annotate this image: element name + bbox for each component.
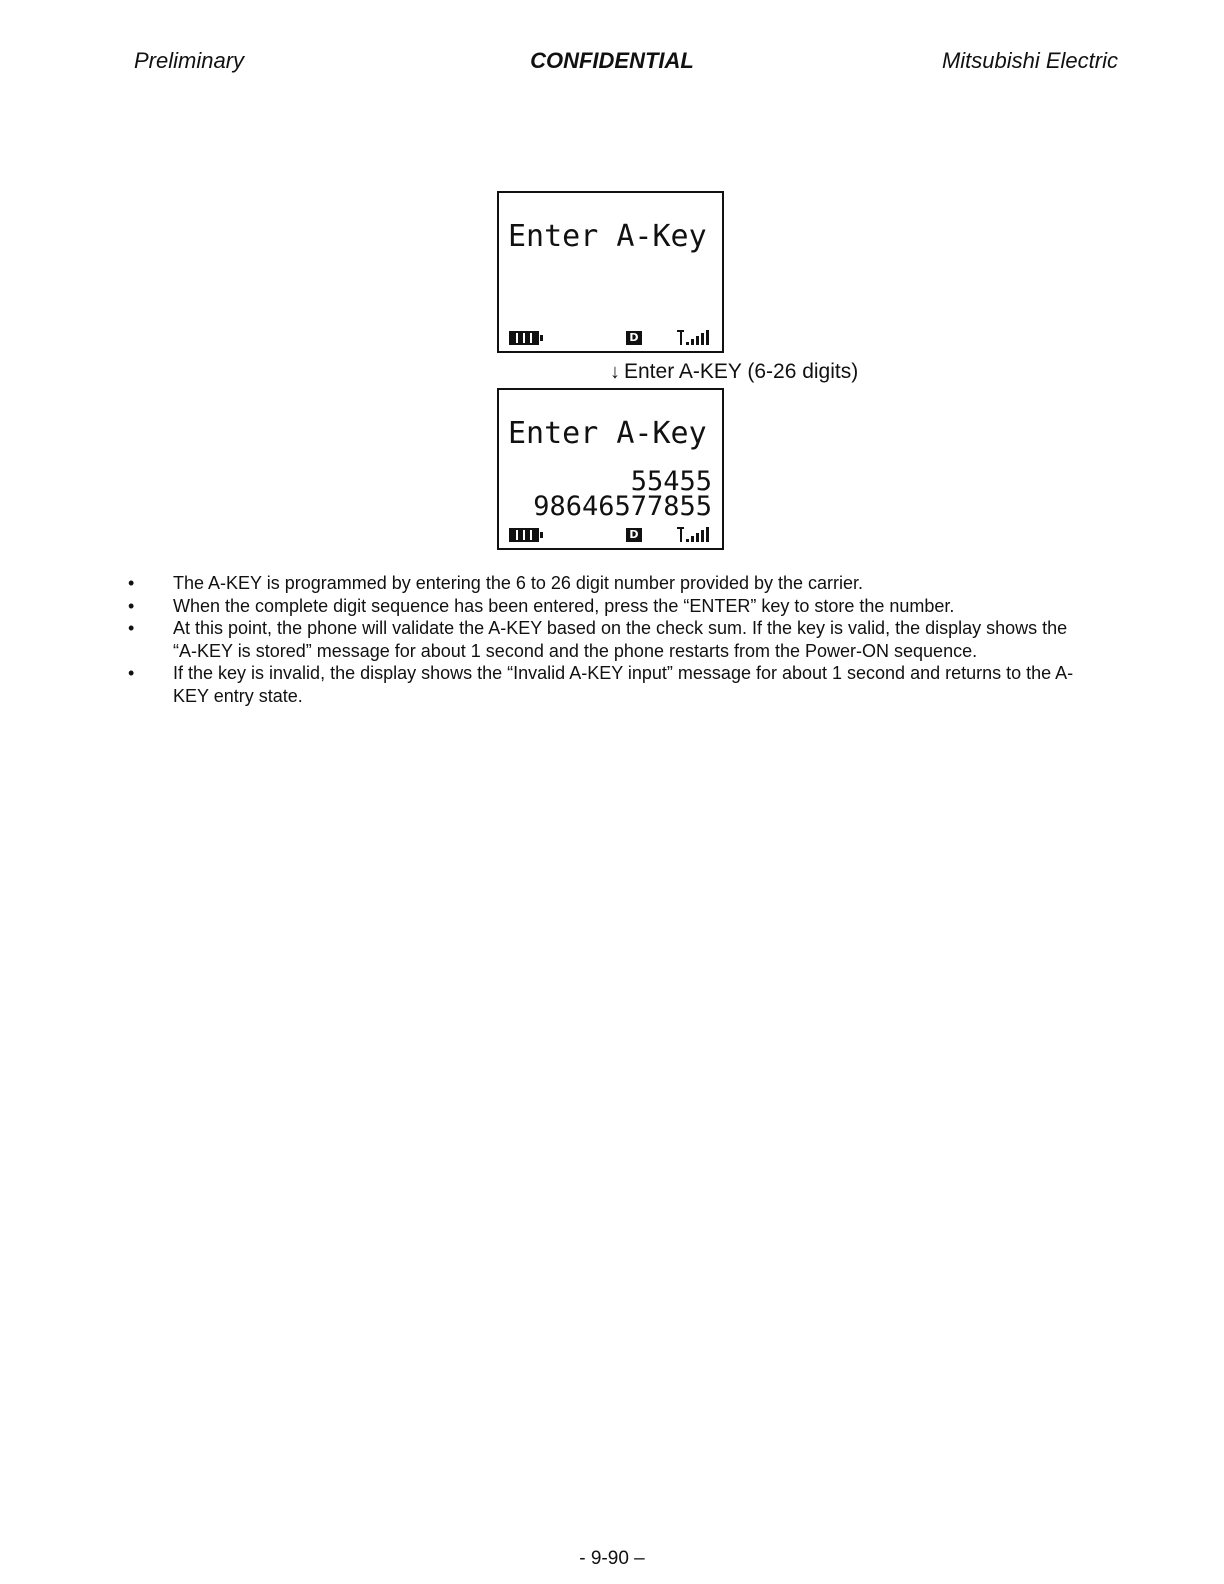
bullet-list xyxy=(128,572,1088,707)
d-icon: D xyxy=(626,331,642,345)
transition-caption xyxy=(610,360,858,384)
caption-text: Enter A-KEY (6-26 digits) xyxy=(624,360,859,383)
header-confidential: CONFIDENTIAL xyxy=(530,48,694,73)
lcd-digits-row-2: 98646577855 xyxy=(533,491,712,522)
list-item: • If the key is invalid, the display shows the “Invalid A-KEY input” message for about 1 second and returns to the A-KEY entry state. xyxy=(128,662,1088,707)
lcd-screen-akey-entered xyxy=(497,388,724,550)
battery-icon xyxy=(509,528,539,542)
lcd-screen-enter-akey xyxy=(497,191,724,353)
list-item: • At this point, the phone will validate the A-KEY based on the check sum. If the key is valid, the display shows the “A-KEY is stored” message for about 1 second and the phone restarts from the Power-ON sequence. xyxy=(128,617,1088,662)
battery-icon xyxy=(509,331,539,345)
signal-icon xyxy=(677,526,713,542)
header-company: Mitsubishi Electric xyxy=(941,48,1118,73)
header-preliminary: Preliminary xyxy=(134,48,245,73)
status-bar xyxy=(499,526,722,542)
page-number: - 9-90 – xyxy=(579,1548,645,1569)
list-item: • When the complete digit sequence has been entered, press the “ENTER” key to store the number. xyxy=(128,595,1088,618)
lcd-prompt: Enter A-Key xyxy=(508,219,707,254)
lcd-digits-row-1: 55455 xyxy=(630,466,712,497)
lcd-prompt: Enter A-Key xyxy=(508,416,707,451)
d-icon: D xyxy=(626,528,642,542)
signal-icon xyxy=(677,329,713,345)
list-item: • The A-KEY is programmed by entering the 6 to 26 digit number provided by the carrier. xyxy=(128,572,1088,595)
status-bar xyxy=(499,329,722,345)
down-arrow-icon: ↓ xyxy=(610,361,620,383)
